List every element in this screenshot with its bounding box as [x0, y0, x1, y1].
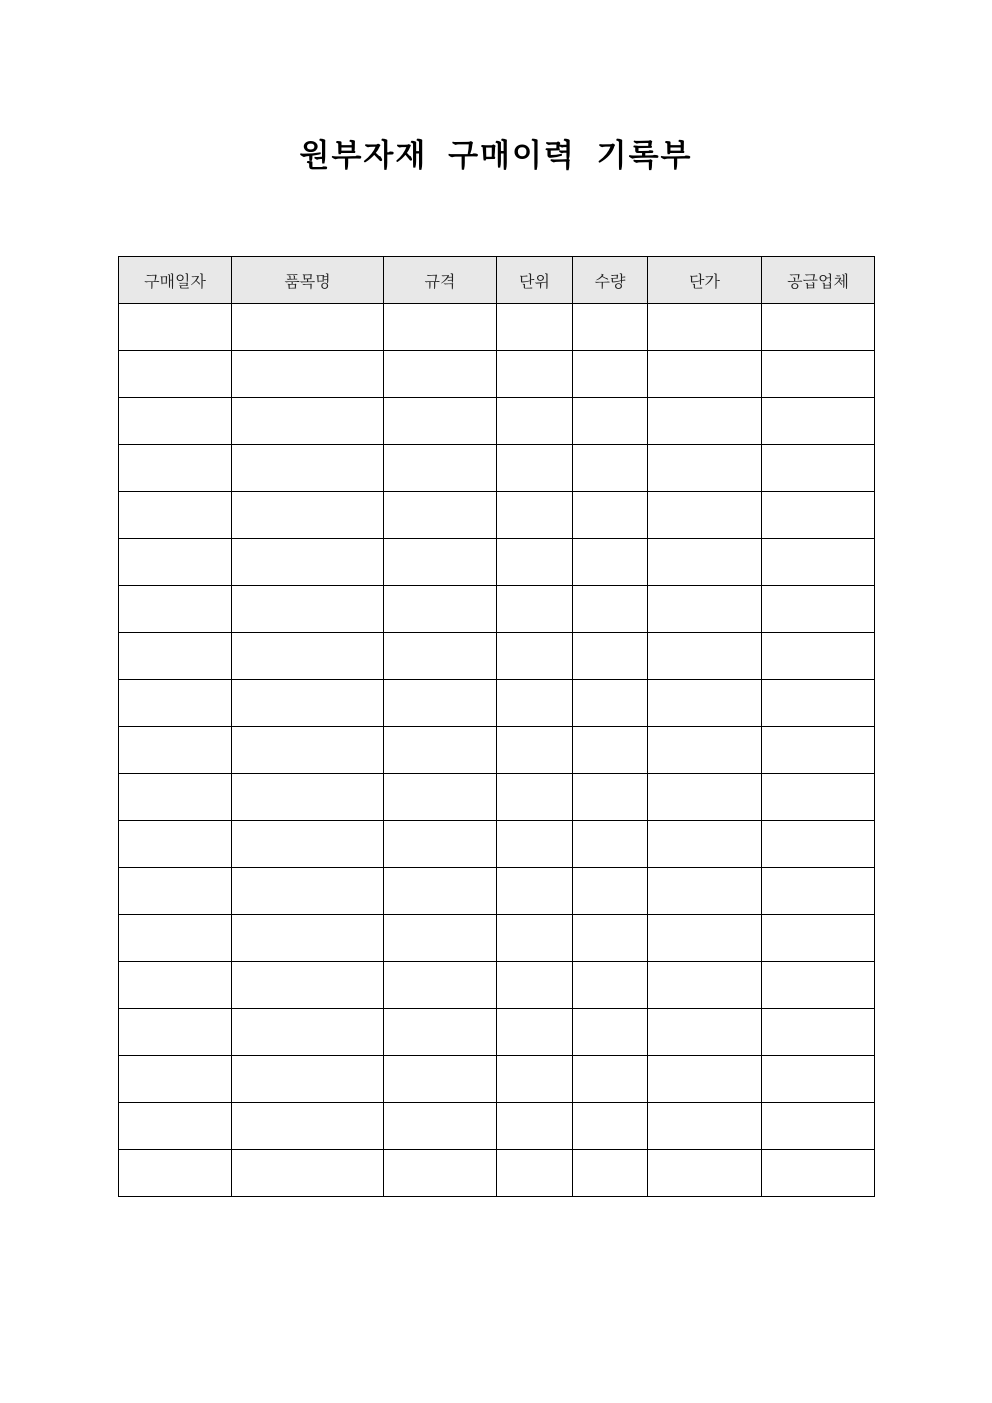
column-header-quantity: 수량: [573, 257, 648, 304]
purchase-date-cell[interactable]: [119, 1056, 232, 1103]
quantity-cell[interactable]: [573, 1009, 648, 1056]
table-body: [119, 304, 875, 1197]
unit-price-cell[interactable]: [648, 962, 762, 1009]
quantity-cell[interactable]: [573, 1103, 648, 1150]
supplier-cell[interactable]: [762, 445, 875, 492]
table-row: [119, 445, 875, 492]
specification-cell[interactable]: [384, 680, 497, 727]
column-header-item-name: 품목명: [232, 257, 384, 304]
purchase-date-cell[interactable]: [119, 774, 232, 821]
table-row: [119, 539, 875, 586]
unit-cell[interactable]: [497, 774, 573, 821]
supplier-cell[interactable]: [762, 868, 875, 915]
unit-cell[interactable]: [497, 1103, 573, 1150]
unit-cell[interactable]: [497, 680, 573, 727]
unit-price-cell[interactable]: [648, 821, 762, 868]
unit-price-cell[interactable]: [648, 445, 762, 492]
column-header-supplier: 공급업체: [762, 257, 875, 304]
table-row: [119, 1150, 875, 1197]
unit-cell[interactable]: [497, 398, 573, 445]
unit-price-cell[interactable]: [648, 304, 762, 351]
quantity-cell[interactable]: [573, 398, 648, 445]
table-row: [119, 680, 875, 727]
purchase-record-table: [118, 256, 875, 1197]
column-header-unit: 단위: [497, 257, 573, 304]
unit-price-cell[interactable]: [648, 633, 762, 680]
supplier-cell[interactable]: [762, 398, 875, 445]
table-row: [119, 304, 875, 351]
supplier-cell[interactable]: [762, 774, 875, 821]
item-name-cell[interactable]: [232, 586, 384, 633]
supplier-cell[interactable]: [762, 962, 875, 1009]
specification-cell[interactable]: [384, 633, 497, 680]
table-row: [119, 633, 875, 680]
specification-cell[interactable]: [384, 304, 497, 351]
item-name-cell[interactable]: [232, 1103, 384, 1150]
specification-cell[interactable]: [384, 962, 497, 1009]
specification-cell[interactable]: [384, 351, 497, 398]
supplier-cell[interactable]: [762, 1103, 875, 1150]
unit-cell[interactable]: [497, 1009, 573, 1056]
purchase-date-cell[interactable]: [119, 1009, 232, 1056]
purchase-date-cell[interactable]: [119, 633, 232, 680]
unit-price-cell[interactable]: [648, 539, 762, 586]
table-row: [119, 727, 875, 774]
unit-cell[interactable]: [497, 492, 573, 539]
purchase-date-cell[interactable]: [119, 1150, 232, 1197]
unit-cell[interactable]: [497, 868, 573, 915]
quantity-cell[interactable]: [573, 727, 648, 774]
unit-price-cell[interactable]: [648, 398, 762, 445]
quantity-cell[interactable]: [573, 680, 648, 727]
unit-price-cell[interactable]: [648, 351, 762, 398]
supplier-cell[interactable]: [762, 727, 875, 774]
quantity-cell[interactable]: [573, 868, 648, 915]
item-name-cell[interactable]: [232, 774, 384, 821]
unit-price-cell[interactable]: [648, 492, 762, 539]
specification-cell[interactable]: [384, 445, 497, 492]
table-row: [119, 492, 875, 539]
table-row: [119, 962, 875, 1009]
unit-price-cell[interactable]: [648, 1150, 762, 1197]
unit-price-cell[interactable]: [648, 868, 762, 915]
unit-price-cell[interactable]: [648, 586, 762, 633]
specification-cell[interactable]: [384, 539, 497, 586]
unit-price-cell[interactable]: [648, 1056, 762, 1103]
purchase-date-cell[interactable]: [119, 962, 232, 1009]
specification-cell[interactable]: [384, 868, 497, 915]
item-name-cell[interactable]: [232, 304, 384, 351]
supplier-cell[interactable]: [762, 821, 875, 868]
supplier-cell[interactable]: [762, 633, 875, 680]
specification-cell[interactable]: [384, 1103, 497, 1150]
purchase-date-cell[interactable]: [119, 821, 232, 868]
purchase-date-cell[interactable]: [119, 304, 232, 351]
item-name-cell[interactable]: [232, 727, 384, 774]
purchase-date-cell[interactable]: [119, 727, 232, 774]
item-name-cell[interactable]: [232, 1150, 384, 1197]
table-row: [119, 915, 875, 962]
supplier-cell[interactable]: [762, 680, 875, 727]
item-name-cell[interactable]: [232, 492, 384, 539]
column-header-unit-price: 단가: [648, 257, 762, 304]
unit-cell[interactable]: [497, 539, 573, 586]
quantity-cell[interactable]: [573, 821, 648, 868]
quantity-cell[interactable]: [573, 1150, 648, 1197]
supplier-cell[interactable]: [762, 586, 875, 633]
quantity-cell[interactable]: [573, 351, 648, 398]
unit-cell[interactable]: [497, 633, 573, 680]
item-name-cell[interactable]: [232, 445, 384, 492]
supplier-cell[interactable]: [762, 351, 875, 398]
table-header-row: [119, 257, 875, 304]
unit-price-cell[interactable]: [648, 1009, 762, 1056]
item-name-cell[interactable]: [232, 1009, 384, 1056]
unit-price-cell[interactable]: [648, 915, 762, 962]
item-name-cell[interactable]: [232, 915, 384, 962]
page-title: 원부자재 구매이력 기록부: [299, 138, 693, 174]
quantity-cell[interactable]: [573, 539, 648, 586]
purchase-date-cell[interactable]: [119, 915, 232, 962]
supplier-cell[interactable]: [762, 304, 875, 351]
quantity-cell[interactable]: [573, 774, 648, 821]
specification-cell[interactable]: [384, 727, 497, 774]
purchase-date-cell[interactable]: [119, 351, 232, 398]
purchase-date-cell[interactable]: [119, 1103, 232, 1150]
quantity-cell[interactable]: [573, 633, 648, 680]
specification-cell[interactable]: [384, 1056, 497, 1103]
table-row: [119, 1056, 875, 1103]
specification-cell[interactable]: [384, 1150, 497, 1197]
purchase-date-cell[interactable]: [119, 445, 232, 492]
quantity-cell[interactable]: [573, 1056, 648, 1103]
unit-cell[interactable]: [497, 727, 573, 774]
specification-cell[interactable]: [384, 774, 497, 821]
table-row: [119, 868, 875, 915]
item-name-cell[interactable]: [232, 962, 384, 1009]
table-row: [119, 774, 875, 821]
supplier-cell[interactable]: [762, 1150, 875, 1197]
specification-cell[interactable]: [384, 915, 497, 962]
table-row: [119, 351, 875, 398]
table-row: [119, 586, 875, 633]
item-name-cell[interactable]: [232, 351, 384, 398]
unit-cell[interactable]: [497, 351, 573, 398]
item-name-cell[interactable]: [232, 680, 384, 727]
unit-cell[interactable]: [497, 1056, 573, 1103]
table-row: [119, 1103, 875, 1150]
unit-price-cell[interactable]: [648, 680, 762, 727]
supplier-cell[interactable]: [762, 492, 875, 539]
specification-cell[interactable]: [384, 821, 497, 868]
item-name-cell[interactable]: [232, 868, 384, 915]
specification-cell[interactable]: [384, 398, 497, 445]
quantity-cell[interactable]: [573, 445, 648, 492]
supplier-cell[interactable]: [762, 1009, 875, 1056]
column-header-specification: 규격: [384, 257, 497, 304]
purchase-date-cell[interactable]: [119, 586, 232, 633]
unit-cell[interactable]: [497, 586, 573, 633]
purchase-date-cell[interactable]: [119, 680, 232, 727]
quantity-cell[interactable]: [573, 915, 648, 962]
unit-cell[interactable]: [497, 962, 573, 1009]
unit-cell[interactable]: [497, 821, 573, 868]
table-row: [119, 1009, 875, 1056]
quantity-cell[interactable]: [573, 962, 648, 1009]
table-row: [119, 398, 875, 445]
quantity-cell[interactable]: [573, 492, 648, 539]
unit-cell[interactable]: [497, 1150, 573, 1197]
unit-cell[interactable]: [497, 445, 573, 492]
quantity-cell[interactable]: [573, 304, 648, 351]
purchase-date-cell[interactable]: [119, 398, 232, 445]
item-name-cell[interactable]: [232, 398, 384, 445]
supplier-cell[interactable]: [762, 915, 875, 962]
unit-price-cell[interactable]: [648, 774, 762, 821]
quantity-cell[interactable]: [573, 586, 648, 633]
purchase-date-cell[interactable]: [119, 868, 232, 915]
table-row: [119, 821, 875, 868]
item-name-cell[interactable]: [232, 821, 384, 868]
purchase-date-cell[interactable]: [119, 492, 232, 539]
item-name-cell[interactable]: [232, 539, 384, 586]
item-name-cell[interactable]: [232, 1056, 384, 1103]
specification-cell[interactable]: [384, 492, 497, 539]
unit-price-cell[interactable]: [648, 1103, 762, 1150]
purchase-date-cell[interactable]: [119, 539, 232, 586]
supplier-cell[interactable]: [762, 539, 875, 586]
specification-cell[interactable]: [384, 1009, 497, 1056]
column-header-purchase-date: 구매일자: [119, 257, 232, 304]
unit-price-cell[interactable]: [648, 727, 762, 774]
unit-cell[interactable]: [497, 304, 573, 351]
item-name-cell[interactable]: [232, 633, 384, 680]
unit-cell[interactable]: [497, 915, 573, 962]
supplier-cell[interactable]: [762, 1056, 875, 1103]
specification-cell[interactable]: [384, 586, 497, 633]
